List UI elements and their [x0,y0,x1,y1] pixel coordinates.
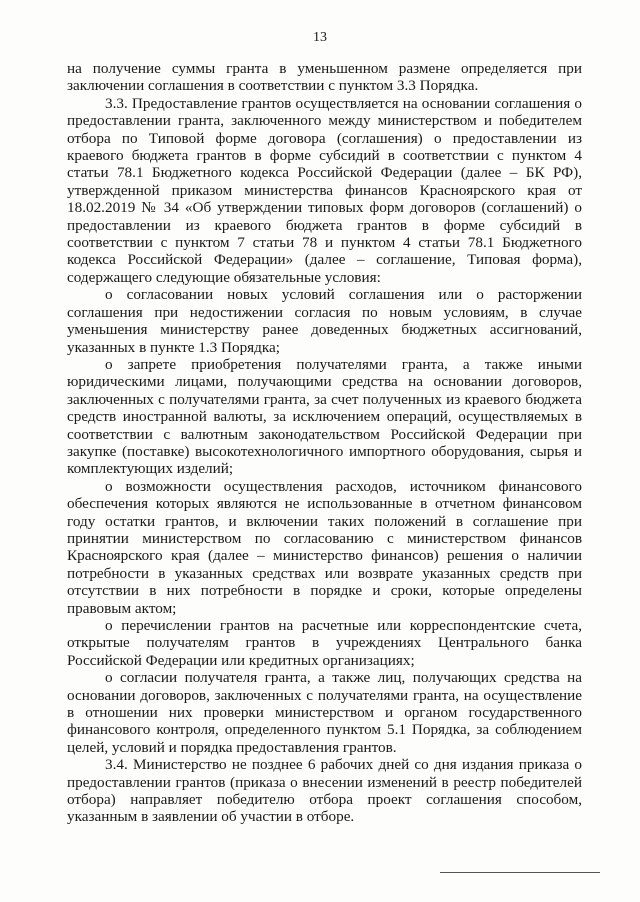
page-number: 13 [313,30,327,45]
condition-agreement-changes: о согласовании новых условий соглашения или о расторжении соглашения при недостижении согласия по новым условиям, в случае уменьшения министерству ранее доведенных бюджетных ассигнований, указанных в пункте 1.3 Порядка; [67,286,582,356]
condition-currency-ban: о запрете приобретения получателями гранта, а также иными юридическими лицами, получающими средства на основании договоров, заключенных с получателями гранта, за счет полученных из краевого бюджета средств иностранной валюты, за исключением операций, осуществляемых в соответствии с валютным законодательством Российской Федерации при закупке (поставке) высокотехнологичного импортного оборудования, сырья и комплектующих изделий; [67,355,582,478]
document-body [67,60,582,826]
paragraph-3-4: 3.4. Министерство не позднее 6 рабочих дней со дня издания приказа о предоставлении грантов (приказа о внесении изменений в реестр победителей отбора) направляет победителю отбора проект соглашения способом, указанным в заявлении об участии в отборе. [67,756,582,826]
condition-transfer-accounts: о перечислении грантов на расчетные или корреспондентские счета, открытые получателям грантов в учреждениях Центрального банка Российской Федерации или кредитных организациях; [67,617,582,669]
footer-rule [440,872,600,873]
paragraph-3-3: 3.3. Предоставление грантов осуществляется на основании соглашения о предоставлении гранта, заключенного между министерством и победителем отбора по Типовой форме договора (соглашения) о предоставлении из краевого бюджета грантов в форме субсидий в соответствии с пунктом 4 статьи 78.1 Бюджетного кодекса Российской Федерации (далее – БК РФ), утвержденной приказом министерства финансов Красноярского края от 18.02.2019 № 34 «Об утверждении типовых форм договоров (соглашений) о предоставлении из краевого бюджета грантов в форме субсидий в соответствии с пунктом 7 статьи 78 и пунктом 4 статьи 78.1 Бюджетного кодекса Российской Федерации» (далее – соглашение, Типовая форма), содержащего следующие обязательные условия: [67,94,582,286]
condition-inspection-consent: о согласии получателя гранта, а также лиц, получающих средства на основании договоров, заключенных с получателями гранта, на осуществление в отношении них проверки министерством и органом государственного финансового контроля, определенного пунктом 5.1 Порядка, за соблюдением целей, условий и порядка предоставления грантов. [67,669,582,756]
paragraph-continuation: на получение суммы гранта в уменьшенном размене определяется при заключении соглашения в соответствии с пунктом 3.3 Порядка. [67,60,582,95]
condition-unused-balances: о возможности осуществления расходов, источником финансового обеспечения которых являются не использованные в отчетном финансовом году остатки грантов, и включении таких положений в соглашение при принятии министерством по согласованию с министерством финансов Красноярского края (далее – министерство финансов) решения о наличии потребности в указанных средствах или возврате указанных средств при отсутствии в них потребности в порядке и сроки, которые определены правовым актом; [67,477,582,617]
